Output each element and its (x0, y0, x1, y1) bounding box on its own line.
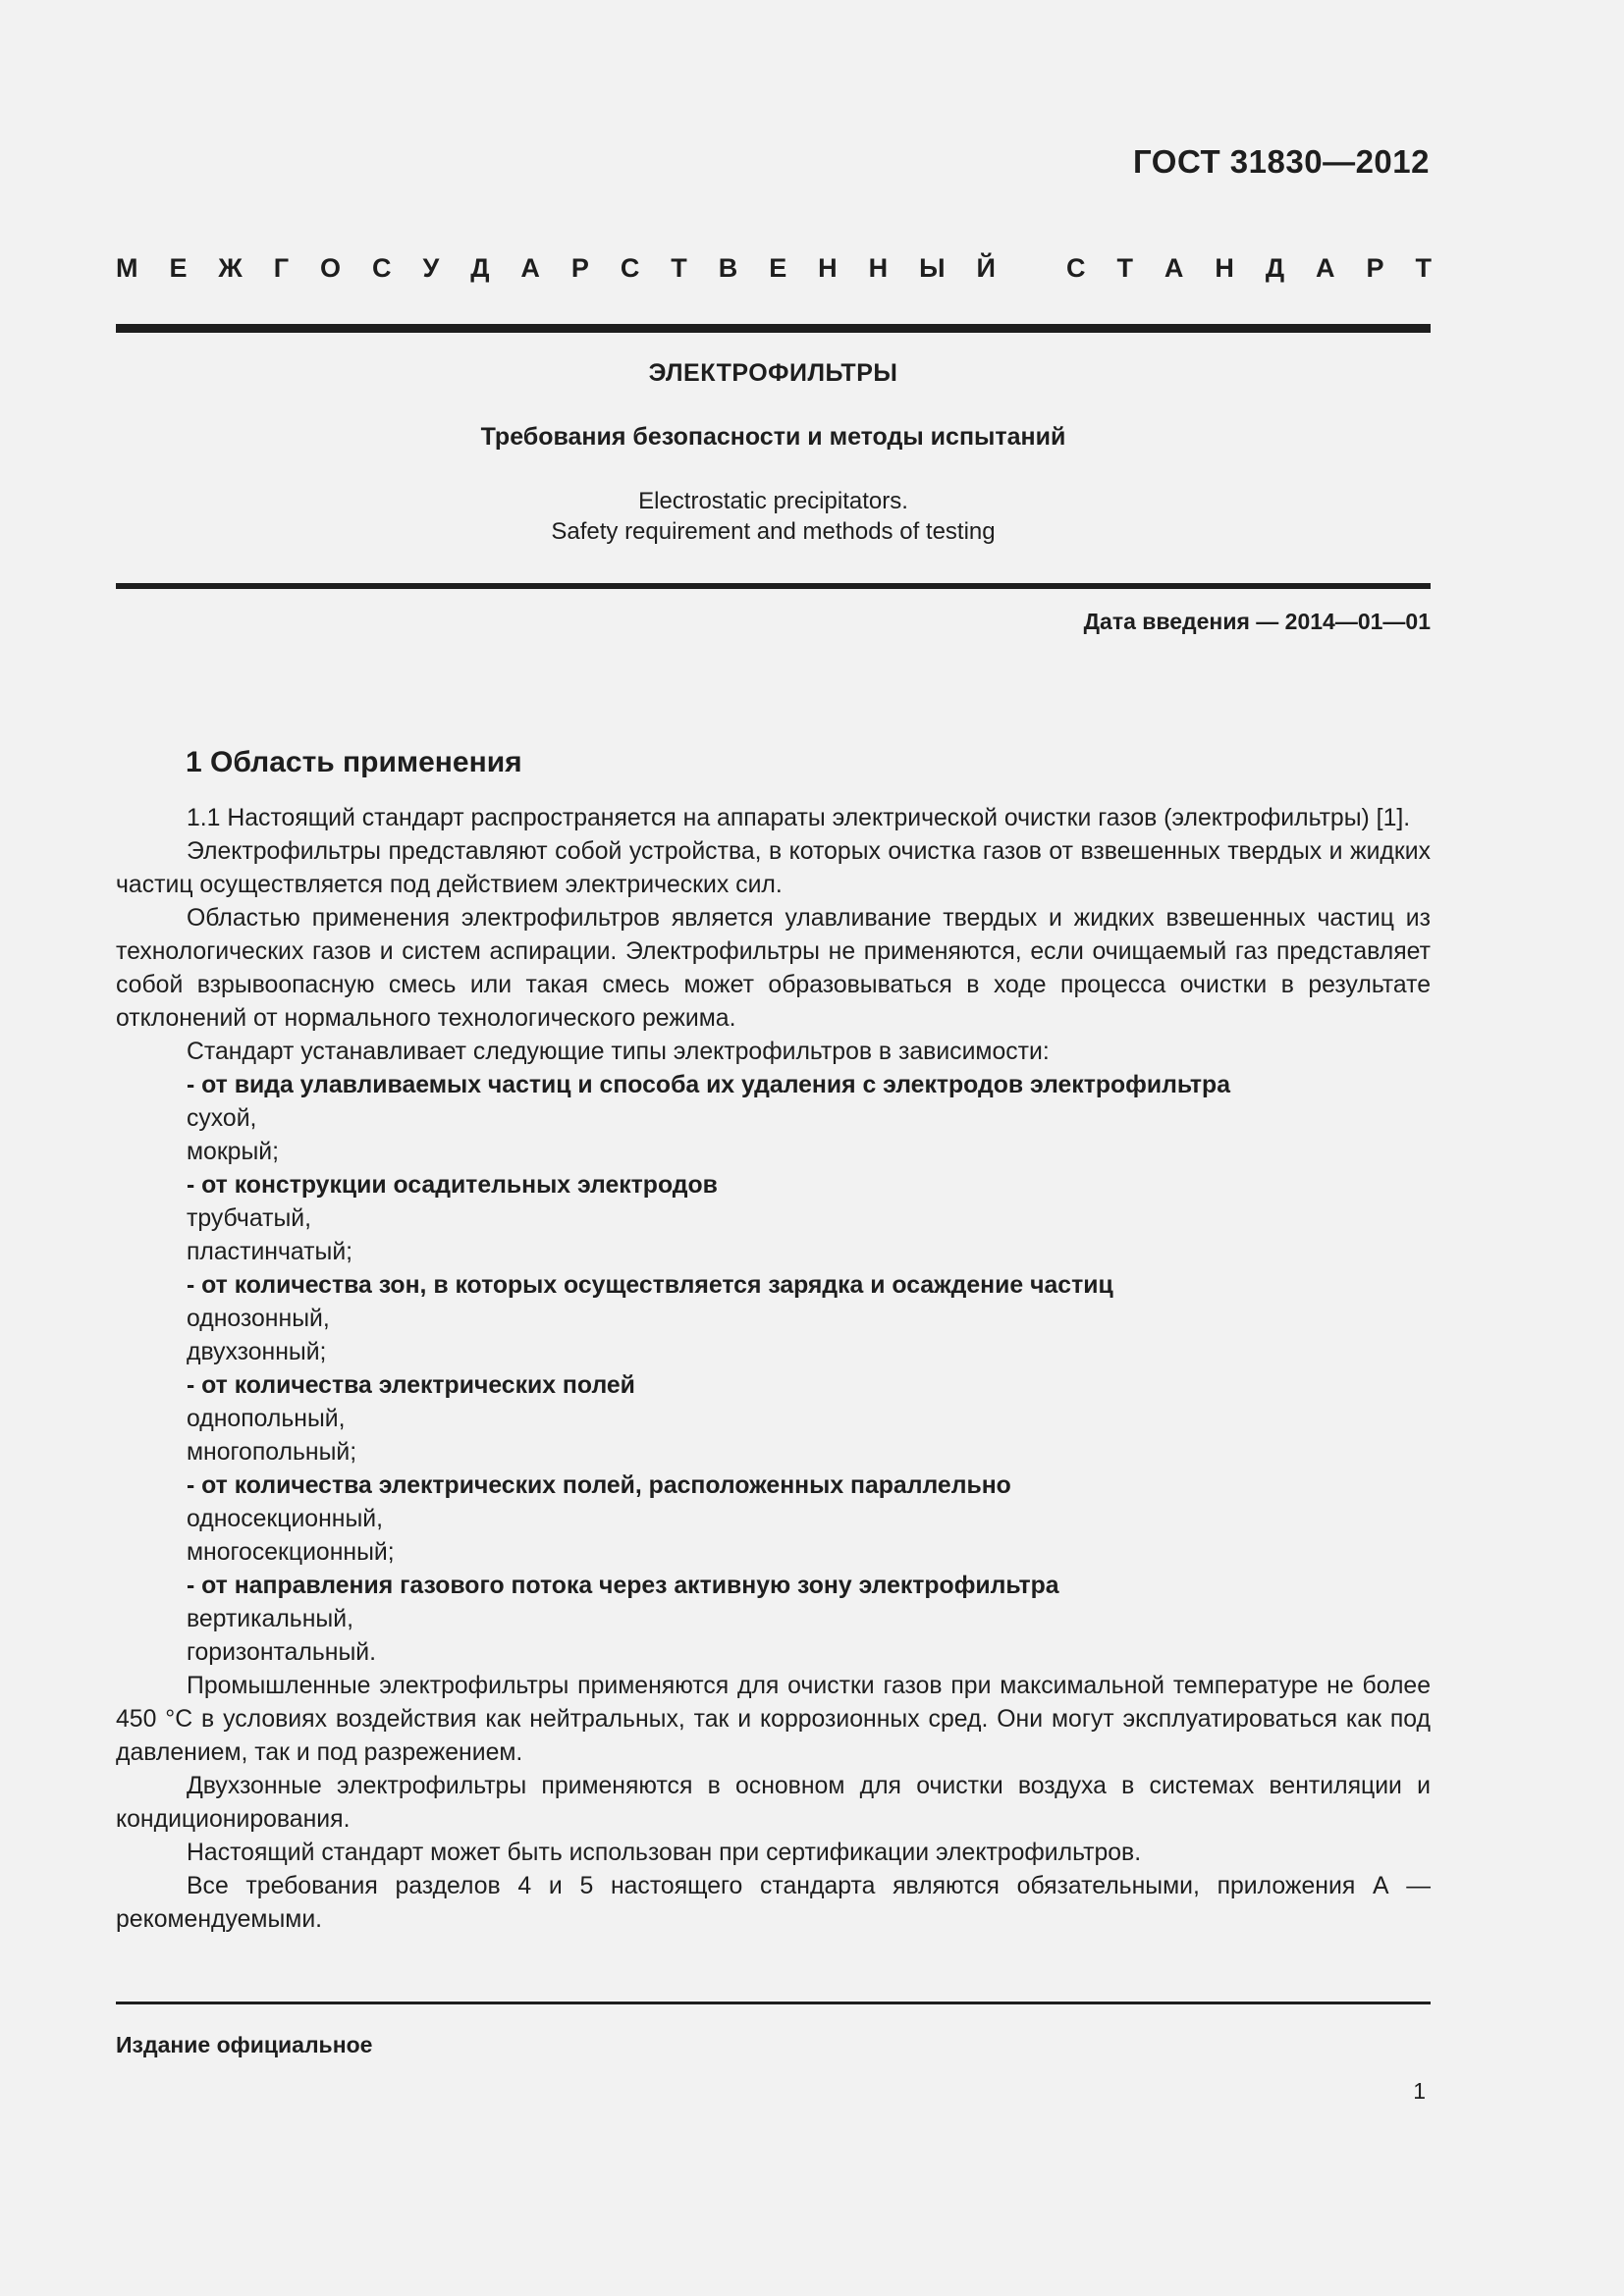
paragraph: Электрофильтры представляют собой устройства, в которых очистка газов от взвешенных твердых и жидких частиц осуществляется под действием электрических сил. (116, 838, 1431, 898)
classification-criterion: - от направления газового потока через активную зону электрофильтра (187, 1573, 1059, 1599)
document-title: ЭЛЕКТРОФИЛЬТРЫ (648, 359, 898, 387)
section-heading: 1 Область применения (186, 746, 522, 778)
banner-letter: С (372, 253, 392, 283)
banner-letter: В (718, 253, 738, 283)
paragraph: Все требования разделов 4 и 5 настоящего стандарта являются обязательными, приложения А — рекомендуемыми. (116, 1873, 1431, 1933)
banner-letter: Н (818, 253, 838, 283)
classification-type: односекционный, (187, 1506, 384, 1532)
banner-letter: У (422, 253, 440, 283)
top-thick-rule (116, 324, 1431, 333)
classification-type: однозонный, (187, 1306, 330, 1332)
banner-letter: Е (769, 253, 787, 283)
introduction-date: Дата введения — 2014—01—01 (1083, 609, 1431, 634)
classification-criterion: - от количества зон, в которых осуществляется зарядка и осаждение частиц (187, 1272, 1113, 1299)
banner-letter: Т (1415, 253, 1432, 283)
paragraph: Промышленные электрофильтры применяются для очистки газов при максимальной температуре не более 450 °С в условиях воздействия как нейтральных, так и коррозионных сред. Они могут эксплуатироваться как под давлением, так и под разрежением. (116, 1673, 1431, 1766)
banner-letter: Ж (218, 253, 243, 283)
classification-type: двухзонный; (187, 1339, 327, 1365)
paragraph: Областью применения электрофильтров является улавливание твердых и жидких взвешенных частиц из технологических газов и систем аспирации. Электрофильтры не применяются, если очищаемый газ представляет собой взрывоопасную смесь или такая смесь может образовываться в ходе процесса очистки в результате отклонений от нормального технологического режима. (116, 905, 1431, 1032)
section-body (116, 802, 1431, 1937)
classification-type: мокрый; (187, 1139, 280, 1165)
classification-type: пластинчатый; (187, 1239, 353, 1265)
page-number: 1 (1413, 2078, 1426, 2104)
paragraph: Настоящий стандарт может быть использован при сертификации электрофильтров. (187, 1840, 1142, 1866)
banner-letter: М (116, 253, 138, 283)
banner-letter: Н (1215, 253, 1234, 283)
banner-letter: Д (470, 253, 490, 283)
title-bottom-rule (116, 583, 1431, 589)
paragraph: Стандарт устанавливает следующие типы электрофильтров в зависимости: (187, 1039, 1050, 1065)
classification-criterion: - от количества электрических полей, расположенных параллельно (187, 1472, 1011, 1499)
footer-rule (116, 2002, 1431, 2004)
banner-letter: Е (169, 253, 188, 283)
banner-letter: С (620, 253, 640, 283)
classification-criterion: - от вида улавливаемых частиц и способа их удаления с электродов электрофильтра (187, 1072, 1230, 1098)
banner-letter: Й (976, 253, 996, 283)
standard-type-banner (116, 253, 1432, 284)
banner-letter: О (320, 253, 342, 283)
banner-letter: Н (868, 253, 889, 283)
paragraph: Двухзонные электрофильтры применяются в основном для очистки воздуха в системах вентиляции и кондиционирования. (116, 1773, 1431, 1833)
banner-letter: А (520, 253, 540, 283)
banner-letter: Ы (919, 253, 946, 283)
classification-criterion: - от количества электрических полей (187, 1372, 635, 1399)
standard-type-word-2 (1066, 253, 1432, 284)
banner-letter: Р (570, 253, 589, 283)
banner-letter: А (1316, 253, 1335, 283)
english-title-line-2: Safety requirement and methods of testing (551, 518, 996, 545)
classification-type: однопольный, (187, 1406, 346, 1432)
banner-letter: А (1164, 253, 1184, 283)
english-title-line-1: Electrostatic precipitators. (638, 488, 908, 514)
banner-letter: С (1066, 253, 1086, 283)
banner-letter: Р (1366, 253, 1384, 283)
classification-type: многосекционный; (187, 1539, 395, 1566)
classification-type: вертикальный, (187, 1606, 353, 1632)
banner-letter: Г (273, 253, 290, 283)
gost-number: ГОСТ 31830—2012 (1133, 143, 1430, 180)
paragraph: 1.1 Настоящий стандарт распространяется на аппараты электрической очистки газов (электрофильтры) [1]. (187, 805, 1411, 831)
classification-type: трубчатый, (187, 1205, 312, 1232)
document-subtitle: Требования безопасности и методы испытаний (480, 423, 1066, 451)
banner-letter: Д (1265, 253, 1285, 283)
standard-type-word-1 (116, 253, 996, 284)
english-title (116, 486, 1431, 547)
classification-type: многопольный; (187, 1439, 357, 1466)
banner-letter: Т (1116, 253, 1133, 283)
official-edition-label: Издание официальное (116, 2032, 373, 2057)
banner-letter: Т (671, 253, 687, 283)
classification-type: сухой, (187, 1105, 257, 1132)
classification-criterion: - от конструкции осадительных электродов (187, 1172, 718, 1199)
section-1 (116, 743, 1431, 1937)
classification-type: горизонтальный. (187, 1639, 377, 1666)
